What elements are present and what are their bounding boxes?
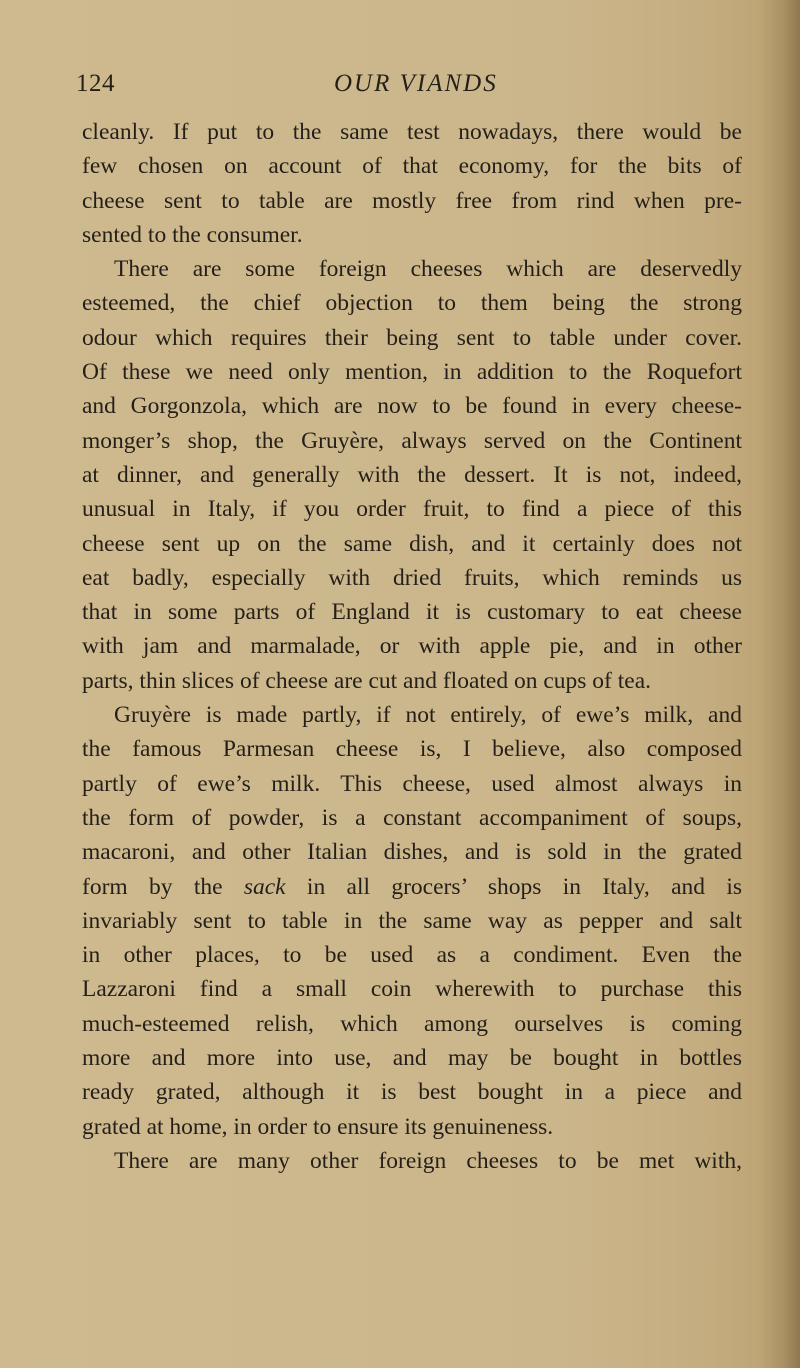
text-line: Lazzaroni find a small coin wherewith to purchase this — [82, 976, 742, 1003]
italic-word: sack — [243, 873, 286, 900]
text-line: sented to the consumer. — [82, 221, 303, 248]
text-line: eat badly, especially with dried fruits, which reminds us — [82, 564, 742, 591]
text-line: much-esteemed relish, which among ourselves is coming — [82, 1010, 742, 1037]
body-text — [82, 115, 742, 1178]
text-line: macaroni, and other Italian dishes, and is sold in the grated — [82, 839, 742, 866]
text-line: invariably sent to table in the same way as pepper and salt — [82, 907, 742, 934]
text-line: cheese sent to table are mostly free from rind when pre- — [82, 187, 742, 214]
running-title: OUR VIANDS — [334, 70, 498, 97]
text-line: Of these we need only mention, in addition to the Roquefort — [82, 359, 742, 386]
text-line: the form of powder, is a constant accompaniment of soups, — [82, 804, 742, 831]
text-line: esteemed, the chief objection to them being the strong — [82, 290, 742, 317]
page-edge-shadow — [760, 0, 800, 1368]
text-line: cheese sent up on the same dish, and it certainly does not — [82, 530, 742, 557]
text-line: and Gorgonzola, which are now to be found in every cheese- — [82, 393, 742, 420]
text-line: parts, thin slices of cheese are cut and floated on cups of tea. — [82, 667, 652, 694]
text-line: cleanly. If put to the same test nowadays, there would be — [82, 119, 742, 145]
text-line: grated at home, in order to ensure its genuineness. — [82, 1113, 554, 1140]
text-line: There are many other foreign cheeses to be met with, — [114, 1147, 742, 1174]
text-line: ready grated, although it is best bought in a piece and — [82, 1079, 742, 1106]
text-line: Gruyère is made partly, if not entirely, of ewe’s milk, and — [114, 702, 742, 729]
running-head — [0, 60, 800, 100]
text-segment: form by the — [82, 873, 244, 900]
text-line: more and more into use, and may be bought in bottles — [82, 1045, 742, 1072]
text-line: the famous Parmesan cheese is, I believe, also composed — [82, 736, 742, 763]
page-number: 124 — [76, 70, 115, 97]
text-line: in other places, to be used as a condiment. Even the — [82, 942, 742, 969]
text-line: few chosen on account of that economy, for the bits of — [82, 153, 742, 180]
text-line: at dinner, and generally with the dessert. It is not, indeed, — [82, 461, 742, 488]
text-line: with jam and marmalade, or with apple pie, and in other — [82, 633, 742, 660]
text-line: odour which requires their being sent to table under cover. — [82, 324, 742, 351]
text-line: partly of ewe’s milk. This cheese, used almost always in — [82, 770, 742, 797]
text-line: that in some parts of England it is customary to eat cheese — [82, 599, 742, 626]
text-segment: in all grocers’ shops in Italy, and is — [285, 873, 742, 900]
text-line: monger’s shop, the Gruyère, always served on the Continent — [82, 427, 742, 454]
text-line: There are some foreign cheeses which are deservedly — [114, 256, 742, 283]
text-line: unusual in Italy, if you order fruit, to find a piece of this — [82, 496, 742, 523]
text-line — [82, 870, 742, 904]
